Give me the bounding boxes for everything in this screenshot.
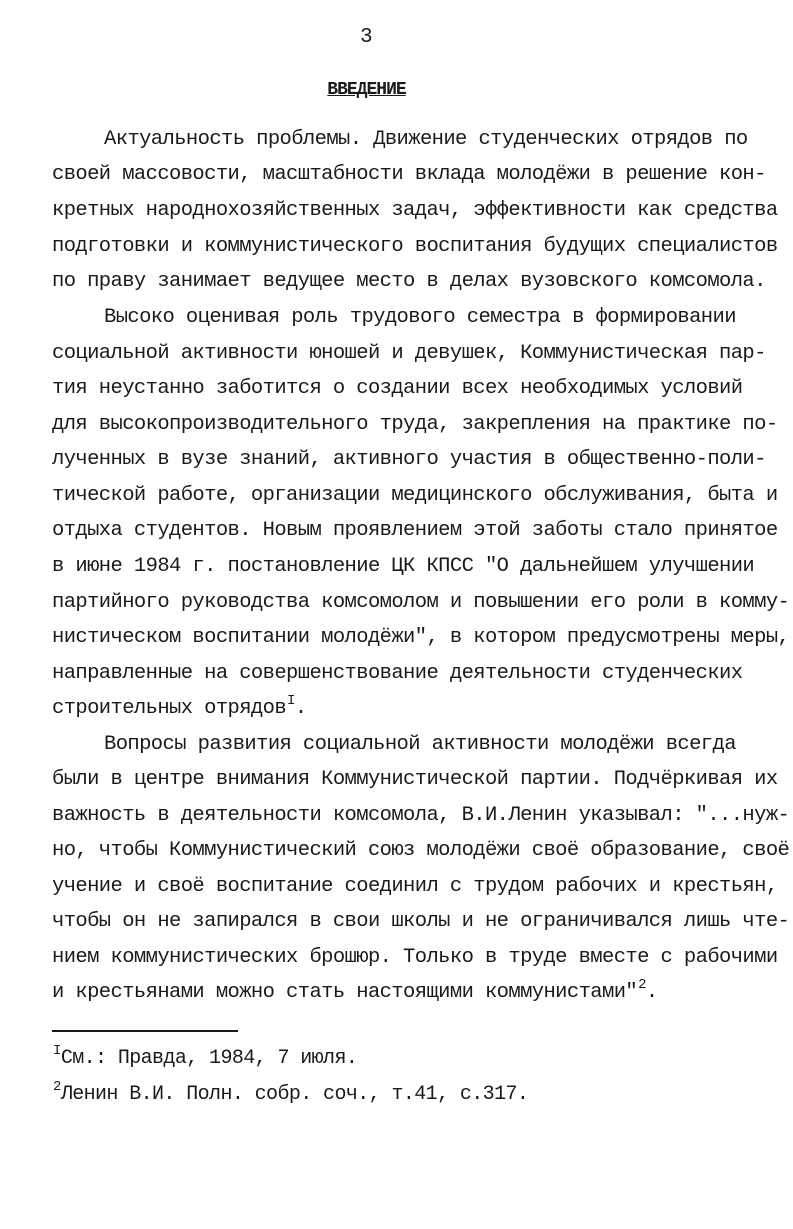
body-line: важность в деятельности комсомола, В.И.Ленин указывал: "...нуж- bbox=[52, 804, 790, 827]
body-line: социальной активности юношей и девушек, Коммунистическая пар- bbox=[52, 342, 766, 365]
body-line-text: и крестьянами можно стать настоящими коммунистами" bbox=[52, 981, 638, 1004]
body-line: подготовки и коммунистического воспитания будущих специалистов bbox=[52, 235, 778, 258]
body-line: чтобы он не запирался в свои школы и не ограничивался лишь чте- bbox=[52, 910, 790, 933]
footnote-marker-1: I bbox=[53, 1043, 61, 1059]
footnote-2 bbox=[52, 1079, 742, 1108]
body-line-with-footnote bbox=[52, 693, 742, 722]
body-line: кретных народнохозяйственных задач, эффективности как средства bbox=[52, 199, 778, 222]
line-end-period: . bbox=[294, 697, 307, 720]
body-line: Актуальность проблемы. Движение студенческих отрядов по bbox=[104, 128, 748, 151]
body-line: учение и своё воспитание соединил с трудом рабочих и крестьян, bbox=[52, 875, 778, 898]
body-line: но, чтобы Коммунистический союз молодёжи своё образование, своё bbox=[52, 839, 790, 862]
footnote-1 bbox=[52, 1043, 742, 1072]
body-line: Высоко оценивая роль трудового семестра в формировании bbox=[104, 306, 736, 329]
body-line: по праву занимает ведущее место в делах вузовского комсомола. bbox=[52, 270, 766, 293]
body-line: были в центре внимания Коммунистической партии. Подчёркивая их bbox=[52, 768, 778, 791]
footnote-2-text: Ленин В.И. Полн. собр. соч., т.41, с.317. bbox=[60, 1083, 529, 1106]
body-line: направленные на совершенствование деятельности студенческих bbox=[52, 662, 743, 685]
footnote-1-text: См.: Правда, 1984, 7 июля. bbox=[60, 1047, 358, 1070]
footnote-marker-2: 2 bbox=[53, 1079, 61, 1095]
body-line: своей массовости, масштабности вклада молодёжи в решение кон- bbox=[52, 163, 766, 186]
body-line: партийного руководства комсомолом и повышении его роли в комму- bbox=[52, 591, 790, 614]
footnote-reference-1: I bbox=[287, 693, 295, 709]
body-line: для высокопроизводительного труда, закрепления на практике по- bbox=[52, 413, 778, 436]
body-line-text: строительных отрядов bbox=[52, 697, 287, 720]
body-line: в июне 1984 г. постановление ЦК КПСС "О дальнейшем улучшении bbox=[52, 555, 755, 578]
body-line: тической работе, организации медицинского обслуживания, быта и bbox=[52, 484, 778, 507]
page-number: 3 bbox=[360, 26, 373, 49]
footnote-reference-2: 2 bbox=[638, 977, 646, 993]
body-line: лученных в вузе знаний, активного участия в общественно-поли- bbox=[52, 448, 766, 471]
line-end-period: . bbox=[645, 981, 658, 1004]
footnote-separator bbox=[52, 1030, 238, 1032]
body-line: нистическом воспитании молодёжи", в котором предусмотрены меры, bbox=[52, 626, 790, 649]
body-line-with-footnote bbox=[52, 977, 742, 1006]
body-line: нием коммунистических брошюр. Только в труде вместе с рабочими bbox=[52, 946, 778, 969]
section-heading: ВВЕДЕНИЕ bbox=[327, 80, 406, 100]
body-line: отдыха студентов. Новым проявлением этой заботы стало принятое bbox=[52, 519, 778, 542]
body-line: тия неустанно заботится о создании всех необходимых условий bbox=[52, 377, 743, 400]
body-line: Вопросы развития социальной активности молодёжи всегда bbox=[104, 733, 736, 756]
